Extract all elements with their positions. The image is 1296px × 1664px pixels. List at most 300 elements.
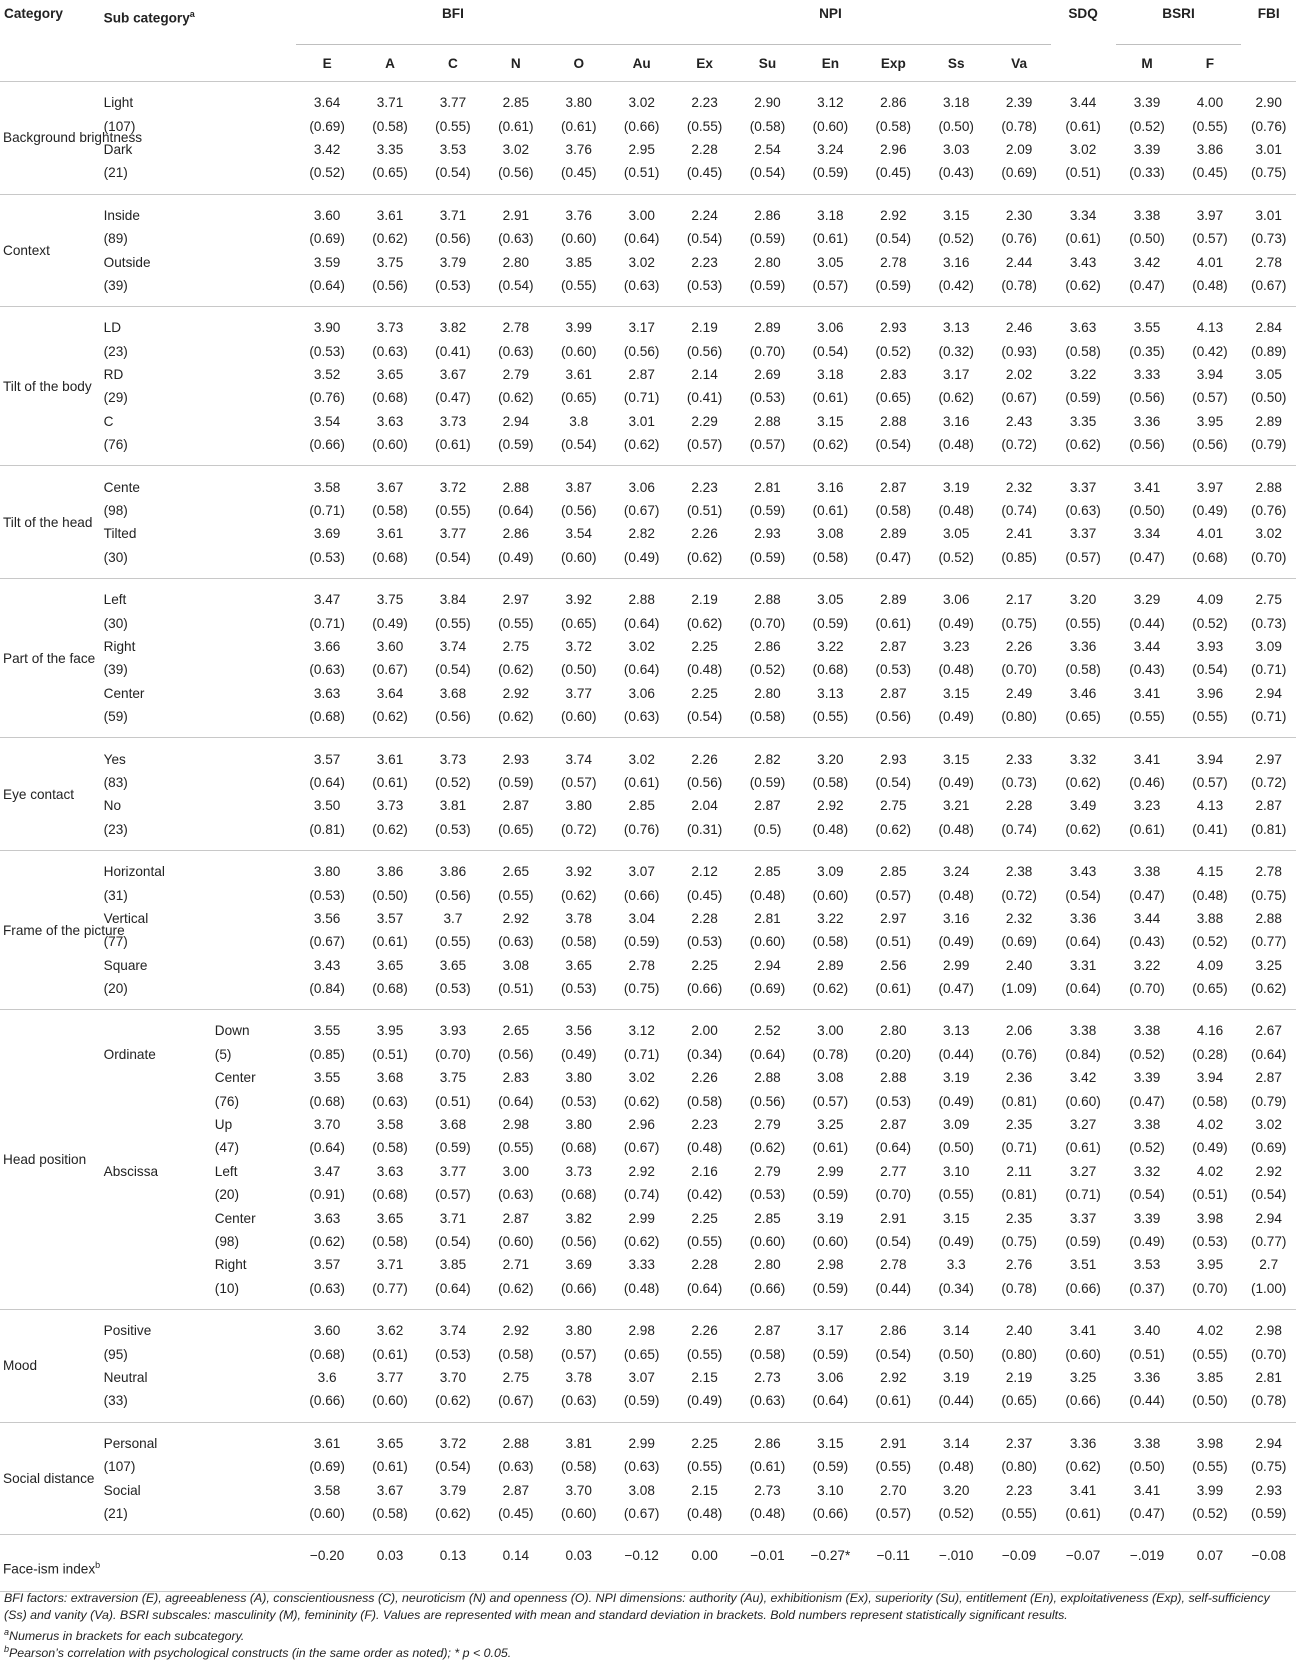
value-cell: (0.62) — [623, 437, 660, 453]
value-cell: (0.75) — [623, 981, 660, 997]
value-cell: 3.15 — [817, 413, 844, 429]
value-cell: 2.40 — [1005, 957, 1033, 973]
value-cell: 3.76 — [565, 207, 592, 223]
value-cell: 3.63 — [313, 685, 341, 701]
value-cell: (0.55) — [435, 615, 471, 631]
value-cell: (0.71) — [1250, 662, 1287, 678]
value-cell: (0.48) — [938, 437, 974, 453]
value-cell: (0.68) — [812, 662, 849, 678]
value-cell: (0.60) — [561, 709, 597, 725]
value-cell: (0.57) — [812, 277, 849, 293]
value-cell: (0.53) — [1192, 1233, 1228, 1249]
value-cell: 3.94 — [1196, 1070, 1224, 1086]
value-cell: (0.49) — [1192, 1140, 1228, 1156]
value-cell: (0.49) — [623, 549, 660, 565]
value-cell: 2.67 — [1255, 1023, 1282, 1039]
value-cell: 3.73 — [376, 320, 404, 336]
column-header: O — [573, 55, 585, 71]
value-cell: (0.70) — [1001, 662, 1037, 678]
value-cell: (0.48) — [686, 1505, 723, 1521]
value-cell: (0.63) — [372, 343, 408, 359]
value-cell: (0.67) — [309, 934, 345, 950]
bsri-group-header: BSRI — [1116, 0, 1242, 45]
value-cell: 3.95 — [1196, 1257, 1224, 1273]
subcategory-cell — [101, 1113, 212, 1136]
subcategory-cell: (107) — [103, 118, 136, 134]
value-cell: 2.81 — [754, 910, 781, 926]
value-cell: (0.64) — [309, 1140, 345, 1156]
subcategory-cell: (33) — [103, 1393, 128, 1409]
value-cell: (0.55) — [1192, 1459, 1228, 1475]
value-cell: (0.51) — [875, 934, 912, 950]
value-cell: (0.55) — [498, 615, 534, 631]
value-cell: 3.90 — [313, 320, 341, 336]
value-cell: 2.91 — [502, 207, 530, 223]
value-cell: (0.66) — [1065, 1280, 1101, 1296]
value-cell: (1.00) — [1250, 1280, 1287, 1296]
value-cell: 3.44 — [1133, 639, 1161, 654]
value-cell: 3.15 — [942, 685, 970, 701]
faceism-label-sup: b — [95, 1560, 101, 1571]
footnote-main: BFI factors: extraversion (E), agreeableness (A), conscientiousness (C), neuroticism (N) and openness (O). NPI dimensions: authority (Au), exhibitionism (Ex), superiority (Su), entitlement (En), exploitativeness (Exp), self-sufficiency (Ss) and vanity (Va). BSRI subscales: masculinity (M), femininity (F). Values are represented with mean and standard deviation in brackets. Bold numbers represent statistically significant results. — [4, 1591, 1270, 1622]
subcategory-header-sup: a — [189, 9, 195, 19]
value-cell: (0.70) — [749, 615, 786, 631]
footnote-a-text: Numerus in brackets for each subcategory. — [9, 1629, 245, 1644]
value-cell: 3.71 — [376, 95, 404, 111]
faceism-value: 0.03 — [565, 1548, 592, 1564]
value-cell: 3.24 — [817, 141, 844, 157]
value-cell: 3.12 — [817, 95, 844, 111]
value-cell: (0.62) — [498, 390, 534, 406]
faceism-row — [0, 1544, 1296, 1567]
value-cell: 3.85 — [1196, 1369, 1224, 1385]
value-cell: (0.50) — [1250, 390, 1287, 406]
value-cell: 2.24 — [691, 207, 718, 223]
value-cell: (0.62) — [812, 437, 849, 453]
value-cell: (0.59) — [1065, 390, 1101, 406]
value-cell: 3.82 — [565, 1210, 592, 1226]
value-cell: (0.51) — [1129, 1346, 1165, 1362]
faceism-value: −0.27* — [810, 1548, 851, 1564]
value-cell: (0.58) — [498, 1346, 534, 1362]
value-cell: (0.65) — [498, 821, 534, 837]
value-cell: 3.84 — [439, 592, 467, 608]
value-cell: 3.69 — [313, 526, 341, 542]
value-cell: (0.47) — [435, 390, 471, 406]
value-cell: (0.71) — [623, 1046, 660, 1062]
value-cell: (0.58) — [875, 503, 912, 519]
value-cell: (0.78) — [1001, 1280, 1037, 1296]
category-cell: Frame of the picture — [3, 922, 125, 938]
subsubcategory-cell — [212, 588, 296, 611]
value-cell: (0.52) — [1129, 1046, 1165, 1062]
value-cell: (0.64) — [875, 1140, 912, 1156]
value-cell: 3.16 — [942, 413, 970, 429]
value-cell: (0.54) — [1250, 1187, 1287, 1203]
value-cell: 2.93 — [754, 526, 781, 542]
faceism-value: −.010 — [939, 1548, 974, 1564]
value-cell: (0.47) — [875, 549, 912, 565]
value-cell: 2.99 — [817, 1163, 844, 1179]
subsubcategory-cell — [212, 818, 296, 841]
value-cell: 4.13 — [1196, 798, 1224, 814]
value-cell: 3.44 — [1133, 910, 1161, 926]
value-cell: 2.94 — [502, 413, 530, 429]
column-header: E — [322, 55, 332, 71]
value-cell: 2.40 — [1005, 1323, 1033, 1339]
value-cell: (0.59) — [498, 437, 534, 453]
faceism-value: 0.14 — [502, 1548, 530, 1564]
subcategory-cell: Social — [103, 1482, 141, 1498]
value-cell: 3.17 — [817, 1323, 844, 1339]
value-cell: (0.53) — [561, 981, 597, 997]
value-cell: (0.65) — [623, 1346, 660, 1362]
value-cell: (0.48) — [686, 1140, 723, 1156]
value-cell: 3.38 — [1069, 1023, 1097, 1039]
column-header — [1241, 45, 1296, 82]
value-cell: (0.50) — [1129, 1459, 1165, 1475]
value-cell: (0.55) — [812, 709, 849, 725]
value-cell: (0.68) — [372, 549, 408, 565]
value-cell: 3.02 — [628, 639, 655, 654]
value-cell: 3.05 — [942, 526, 970, 542]
subcategory-cell: (59) — [103, 709, 128, 725]
footnote-b-text: Pearson’s correlation with psychological constructs (in the same order as noted); * p < 0.05. — [9, 1646, 512, 1661]
subcategory-cell: (21) — [103, 1505, 128, 1521]
value-cell: (0.54) — [749, 165, 786, 181]
subsubcategory-cell: (76) — [214, 1093, 239, 1109]
value-cell: 2.35 — [1005, 1117, 1033, 1133]
table-row — [0, 883, 1296, 906]
value-cell: (0.80) — [1001, 1459, 1037, 1475]
value-cell: 3.22 — [817, 639, 844, 654]
value-cell: 2.15 — [691, 1369, 718, 1385]
value-cell: 2.93 — [880, 320, 907, 336]
value-cell: (0.91) — [309, 1187, 345, 1203]
column-header: Ss — [947, 55, 965, 71]
value-cell: 2.78 — [880, 254, 907, 270]
value-cell: 3.43 — [1069, 864, 1097, 880]
value-cell: 2.73 — [754, 1369, 781, 1385]
subsubcategory-cell — [212, 705, 296, 728]
value-cell: 3.8 — [569, 413, 589, 429]
value-cell: 3.55 — [313, 1023, 341, 1039]
value-cell: (0.55) — [938, 1187, 974, 1203]
value-cell: (0.56) — [1129, 437, 1165, 453]
value-cell: (0.42) — [686, 1187, 723, 1203]
value-cell: (0.58) — [686, 1093, 723, 1109]
value-cell: (0.43) — [1129, 934, 1165, 950]
value-cell: (0.57) — [812, 1093, 849, 1109]
value-cell: 2.25 — [691, 1210, 718, 1226]
table-row — [0, 1043, 1296, 1066]
value-cell: 3.65 — [439, 957, 467, 973]
value-cell: 3.01 — [1255, 141, 1282, 157]
value-cell: (0.74) — [623, 1187, 660, 1203]
value-cell: (0.75) — [1250, 165, 1287, 181]
value-cell: 2.52 — [754, 1023, 781, 1039]
subcategory-cell: (89) — [103, 231, 128, 247]
value-cell: (0.64) — [749, 1046, 786, 1062]
value-cell: 3.79 — [439, 254, 467, 270]
table-row — [0, 227, 1296, 250]
value-cell: (0.51) — [623, 165, 660, 181]
value-cell: (0.57) — [435, 1187, 471, 1203]
value-cell: 3.47 — [313, 592, 341, 608]
subsubcategory-cell — [212, 1342, 296, 1365]
value-cell: 2.26 — [691, 526, 718, 542]
subsubcategory-cell — [212, 930, 296, 953]
value-cell: 3.37 — [1069, 526, 1097, 542]
value-cell: 2.86 — [502, 526, 530, 542]
value-cell: 2.14 — [691, 367, 718, 383]
value-cell: 2.80 — [754, 1257, 781, 1273]
value-cell: (0.62) — [1065, 774, 1101, 790]
value-cell: 3.22 — [1069, 367, 1097, 383]
value-cell: (0.57) — [1192, 774, 1228, 790]
value-cell: 3.97 — [1196, 207, 1224, 223]
value-cell: (0.57) — [686, 437, 723, 453]
value-cell: (0.56) — [372, 277, 408, 293]
column-header — [1051, 45, 1116, 82]
value-cell: 3.37 — [1069, 1210, 1097, 1226]
value-cell: 3.69 — [565, 1257, 592, 1273]
value-cell: 3.07 — [628, 864, 655, 880]
value-cell: 3.15 — [817, 1435, 844, 1451]
value-cell: 2.76 — [1005, 1257, 1033, 1273]
value-cell: (0.64) — [623, 662, 660, 678]
value-cell: 2.23 — [691, 479, 718, 495]
value-cell: (0.55) — [498, 887, 534, 903]
value-cell: 3.74 — [439, 639, 467, 654]
value-cell: 3.86 — [1196, 141, 1224, 157]
subcategory-cell: (107) — [103, 1459, 136, 1475]
value-cell: (0.62) — [686, 549, 723, 565]
table-row — [0, 1183, 1296, 1206]
value-cell: 3.77 — [439, 526, 467, 542]
subsubcategory-cell — [212, 794, 296, 817]
value-cell: 3.20 — [942, 1482, 970, 1498]
value-cell: 2.28 — [1005, 798, 1033, 814]
subsubcategory-cell: Down — [214, 1023, 250, 1039]
value-cell: 3.73 — [376, 798, 404, 814]
value-cell: 2.79 — [754, 1117, 781, 1133]
subcategory-cell: (23) — [103, 343, 128, 359]
value-cell: (0.61) — [1065, 231, 1101, 247]
value-cell: (0.60) — [1065, 1093, 1101, 1109]
value-cell: (0.55) — [686, 1459, 723, 1475]
value-cell: 2.96 — [880, 141, 907, 157]
value-cell: (0.62) — [372, 231, 408, 247]
value-cell: (0.54) — [1065, 887, 1101, 903]
value-cell: (0.63) — [498, 1459, 534, 1475]
value-cell: (0.78) — [812, 1046, 849, 1062]
value-cell: (0.50) — [938, 1140, 974, 1156]
value-cell: (0.35) — [1129, 343, 1165, 359]
value-cell: (0.45) — [1192, 165, 1228, 181]
subsubcategory-cell: Center — [214, 1070, 256, 1086]
value-cell: 2.88 — [1255, 910, 1282, 926]
category-cell: Context — [3, 242, 50, 258]
value-cell: (0.48) — [749, 1505, 786, 1521]
value-cell: (0.53) — [875, 662, 912, 678]
subsubcategory-cell — [212, 1478, 296, 1501]
value-cell: (0.69) — [309, 1459, 345, 1475]
value-cell: (0.61) — [372, 1459, 408, 1475]
table-row — [0, 114, 1296, 137]
table-row — [0, 1455, 1296, 1478]
value-cell: (0.56) — [749, 1093, 786, 1109]
value-cell: 3.09 — [942, 1117, 970, 1133]
value-cell: 2.93 — [502, 751, 530, 767]
value-cell: 3.15 — [942, 207, 970, 223]
value-cell: 3.50 — [313, 798, 341, 814]
table-row — [0, 1206, 1296, 1229]
value-cell: 4.01 — [1196, 254, 1224, 270]
value-cell: 3.80 — [313, 864, 341, 880]
value-cell: 3.32 — [1133, 1163, 1161, 1179]
value-cell: 2.75 — [880, 798, 907, 814]
value-cell: (0.45) — [875, 165, 912, 181]
value-cell: (0.61) — [1129, 821, 1165, 837]
header-group-row — [0, 0, 1296, 45]
subcategory-cell: Cente — [103, 479, 140, 495]
value-cell: 3.07 — [628, 1369, 655, 1385]
subcategory-cell: (20) — [103, 981, 128, 997]
value-cell: 2.16 — [691, 1163, 718, 1179]
value-cell: (0.74) — [1001, 503, 1037, 519]
value-cell: (0.93) — [1001, 343, 1037, 359]
faceism-value: −0.12 — [624, 1548, 659, 1564]
value-cell: (0.64) — [1065, 934, 1101, 950]
value-cell: 3.32 — [1069, 751, 1097, 767]
table-row — [0, 954, 1296, 977]
value-cell: (0.54) — [875, 231, 912, 247]
value-cell: 3.61 — [313, 1435, 341, 1451]
value-cell: (0.54) — [686, 231, 723, 247]
subsubcategory-cell: (47) — [214, 1140, 239, 1156]
value-cell: (0.80) — [1001, 709, 1037, 725]
value-cell: 3.55 — [313, 1070, 341, 1086]
value-cell: 3.03 — [942, 141, 970, 157]
subsubcategory-cell — [212, 1502, 296, 1525]
value-cell: 3.88 — [1196, 910, 1224, 926]
column-header: A — [385, 55, 395, 71]
value-cell: (0.54) — [435, 549, 471, 565]
value-cell: (0.68) — [309, 1093, 345, 1109]
value-cell: (0.61) — [749, 1459, 786, 1475]
value-cell: 2.86 — [880, 1323, 907, 1339]
value-cell: 2.96 — [628, 1117, 655, 1133]
value-cell: (0.47) — [1129, 1505, 1165, 1521]
value-cell: (0.52) — [309, 165, 345, 181]
footnote-b-mark: b — [4, 1644, 10, 1654]
value-cell: (0.62) — [498, 662, 534, 678]
value-cell: (0.76) — [623, 821, 660, 837]
value-cell: (0.66) — [812, 1505, 849, 1521]
category-cell: Part of the face — [3, 650, 96, 666]
subcategory-cell: Horizontal — [103, 864, 165, 880]
subsubcategory-cell — [212, 1366, 296, 1389]
value-cell: 3.54 — [313, 413, 341, 429]
value-cell: (0.64) — [498, 1093, 534, 1109]
value-cell: (0.65) — [1001, 1393, 1037, 1409]
value-cell: (0.47) — [938, 981, 974, 997]
category-cell: Head position — [3, 1152, 87, 1168]
value-cell: (0.56) — [875, 709, 912, 725]
value-cell: (0.50) — [938, 118, 974, 134]
value-cell: (0.45) — [686, 887, 723, 903]
value-cell: 2.87 — [754, 798, 781, 814]
value-cell: (0.54) — [435, 1233, 471, 1249]
value-cell: 3.46 — [1069, 685, 1097, 701]
value-cell: 3.79 — [439, 1482, 467, 1498]
value-cell: (0.54) — [686, 709, 723, 725]
value-cell: 2.25 — [691, 1435, 718, 1451]
value-cell: (0.61) — [812, 390, 849, 406]
value-cell: 3.34 — [1133, 526, 1161, 542]
value-cell: (0.50) — [1129, 231, 1165, 247]
value-cell: 3.34 — [1069, 207, 1097, 223]
footnote-a-mark: a — [4, 1627, 10, 1637]
value-cell: 2.75 — [1255, 592, 1282, 608]
value-cell: 2.26 — [691, 1323, 718, 1339]
value-cell: 3.47 — [313, 1163, 341, 1179]
table-row — [0, 1089, 1296, 1112]
value-cell: (0.58) — [561, 934, 597, 950]
value-cell: (0.68) — [1192, 549, 1228, 565]
subsubcategory-cell — [212, 433, 296, 456]
value-cell: 2.19 — [691, 592, 718, 608]
value-cell: 2.87 — [502, 798, 530, 814]
value-cell: 2.65 — [502, 1023, 530, 1039]
value-cell: 2.23 — [691, 1117, 718, 1133]
value-cell: (0.54) — [1192, 662, 1228, 678]
value-cell: (0.84) — [309, 981, 345, 997]
value-cell: (0.67) — [498, 1393, 534, 1409]
value-cell: (0.59) — [1250, 1505, 1287, 1521]
value-cell: 3.7 — [443, 910, 463, 926]
value-cell: (0.60) — [372, 1393, 408, 1409]
value-cell: (0.61) — [1065, 1505, 1101, 1521]
value-cell: 2.88 — [502, 479, 530, 495]
value-cell: 2.23 — [691, 95, 718, 111]
value-cell: (0.68) — [372, 1187, 408, 1203]
value-cell: 3.17 — [942, 367, 970, 383]
subcategory-cell: (39) — [103, 662, 128, 678]
value-cell: 3.36 — [1069, 639, 1097, 654]
subsubcategory-cell — [212, 658, 296, 681]
table-row — [0, 611, 1296, 634]
value-cell: 3.67 — [439, 367, 467, 383]
value-cell: 3.20 — [817, 751, 844, 767]
value-cell: (0.62) — [1250, 981, 1287, 997]
column-header: C — [448, 55, 458, 71]
value-cell: 3.02 — [628, 95, 655, 111]
value-cell: 2.77 — [880, 1163, 907, 1179]
value-cell: 2.78 — [1255, 864, 1282, 880]
value-cell: (0.53) — [435, 1346, 471, 1362]
value-cell: (0.52) — [1129, 1140, 1165, 1156]
table-row — [0, 1342, 1296, 1365]
subsubcategory-cell — [212, 860, 296, 883]
value-cell: 3.64 — [313, 95, 341, 111]
value-cell: (0.55) — [686, 1346, 723, 1362]
value-cell: 2.36 — [1005, 1070, 1033, 1086]
value-cell: (0.79) — [1250, 1093, 1287, 1109]
value-cell: 3.38 — [1133, 864, 1161, 880]
value-cell: 3.00 — [502, 1163, 530, 1179]
